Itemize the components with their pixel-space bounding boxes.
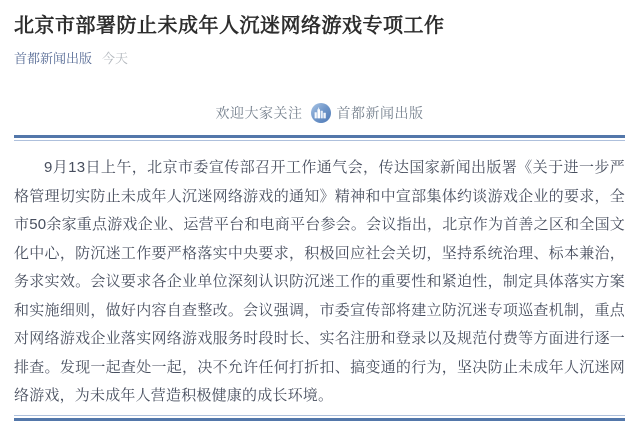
account-name-link[interactable]: 首都新闻出版: [14, 51, 93, 66]
follow-account-banner[interactable]: [14, 103, 625, 123]
article-title: 北京市部署防止未成年人沉迷网络游戏专项工作: [14, 15, 445, 37]
bottom-divider: [14, 415, 625, 421]
article-body: 9月13日上午，北京市委宣传部召开工作通气会，传达国家新闻出版署《关于进一步严格管理切实防止未成年人沉迷网络游戏的通知》精神和中宣部集体约谈游戏企业的要求，全市50余家重点游戏企业、运营平台和电商平台参会。会议指出，北京作为首善之区和全国文化中心，防沉迷工作要严格落实中央要求，积极回应社会关切，坚持系统治理、标本兼治，务求实效。会议要求各企业单位深刻认识防沉迷工作的重要性和紧迫性，制定具体落实方案和实施细则，做好内容自查整改。会议强调，市委宣传部将建立防沉迷专项巡查机制，重点对网络游戏企业落实网络游戏服务时段时长、实名注册和登录以及规范付费等方面进行逐一排查。发现一起查处一起，决不允许任何打折扣、搞变通的行为，坚决防止未成年人沉迷网络游戏，为未成年人营造积极健康的成长环境。: [14, 159, 625, 404]
top-divider: [14, 135, 625, 141]
banner-account-text: 首都新闻出版: [336, 105, 424, 121]
banner-prefix-text: 欢迎大家关注: [215, 105, 303, 121]
publish-time: 今天: [102, 51, 129, 66]
article-meta: [14, 51, 625, 67]
account-logo-icon: [311, 103, 331, 123]
